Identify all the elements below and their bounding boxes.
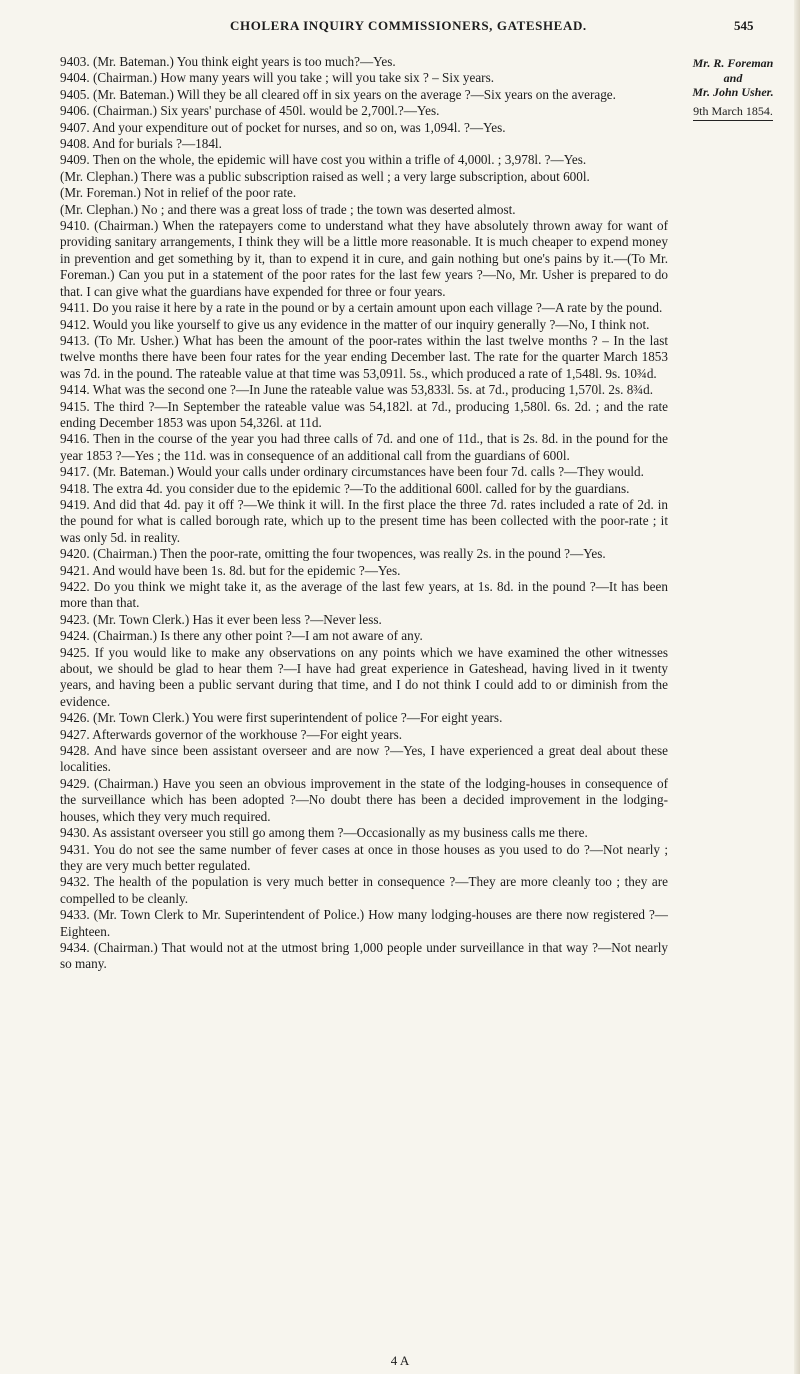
running-title: CHOLERA INQUIRY COMMISSIONERS, GATESHEAD. xyxy=(230,18,587,33)
testimony-paragraph: 9419. And did that 4d. pay it off ?—We think it will. In the first place the three 7d. rates included a rate of 2d. in the pound for what is called borough rate, which up to the present time has been collected with the poor-rate ; it was only 5d. in reality. xyxy=(60,496,668,545)
testimony-paragraph: 9416. Then in the course of the year you had three calls of 7d. and one of 11d., that is 2s. 8d. in the pound for the year 1853 ?—Yes ; the 11d. was in consequence of an additional call from the guardians of 600l. xyxy=(60,431,668,463)
margin-date: 9th March 1854. xyxy=(693,104,773,122)
testimony-paragraph: 9404. (Chairman.) How many years will you take ; will you take six ? – Six years. xyxy=(60,70,495,86)
testimony-paragraph: 9403. (Mr. Bateman.) You think eight years is too much?—Yes. xyxy=(60,54,396,69)
testimony-paragraph: 9434. (Chairman.) That would not at the utmost bring 1,000 people under surveillance in that way ?—Not nearly so many. xyxy=(60,939,668,972)
margin-witness-2: Mr. John Usher. xyxy=(692,85,774,99)
testimony-paragraph: 9433. (Mr. Town Clerk to Mr. Superintendent of Police.) How many lodging-houses are there now registered ?—Eighteen. xyxy=(60,907,668,939)
margin-note xyxy=(670,56,796,121)
testimony-paragraph: 9427. Afterwards governor of the workhouse ?—For eight years. xyxy=(60,726,403,742)
testimony-paragraph: (Mr. Clephan.) There was a public subscription raised as well ; a very large subscription, about 600l. xyxy=(60,168,590,184)
testimony-paragraph: 9428. And have since been assistant overseer and are now ?—Yes, I have experienced a great deal about these localities. xyxy=(60,743,668,775)
page-edge xyxy=(794,0,800,1374)
testimony-paragraph: 9424. (Chairman.) Is there any other point ?—I am not aware of any. xyxy=(60,628,423,644)
page-number: 545 xyxy=(734,18,754,33)
testimony-paragraph: 9412. Would you like yourself to give us any evidence in the matter of our inquiry generally ?—No, I think not. xyxy=(60,316,650,332)
testimony-paragraph: 9418. The extra 4d. you consider due to the epidemic ?—To the additional 600l. called for by the guardians. xyxy=(60,480,630,496)
testimony-paragraph: 9422. Do you think we might take it, as the average of the last few years, at 1s. 8d. in the pound ?—It has been more than that. xyxy=(60,579,668,611)
testimony-paragraph: 9409. Then on the whole, the epidemic will have cost you within a trifle of 4,000l. ; 3,978l. ?—Yes. xyxy=(60,152,587,168)
signature-mark: 4 A xyxy=(390,1353,410,1368)
page-header xyxy=(0,18,800,38)
testimony-paragraph: 9417. (Mr. Bateman.) Would your calls under ordinary circumstances have been four 7d. calls ?—They would. xyxy=(60,464,644,480)
testimony-paragraph: (Mr. Foreman.) Not in relief of the poor rate. xyxy=(60,185,297,201)
testimony-paragraph: 9407. And your expenditure out of pocket for nurses, and so on, was 1,094l. ?—Yes. xyxy=(60,119,506,135)
testimony-paragraph: 9420. (Chairman.) Then the poor-rate, omitting the four twopences, was really 2s. in the pound ?—Yes. xyxy=(60,546,606,562)
testimony-paragraph: 9414. What was the second one ?—In June the rateable value was 53,833l. 5s. at 7d., producing 1,570l. 2s. 8¾d. xyxy=(60,382,654,398)
testimony-paragraph: 9415. The third ?—In September the rateable value was 54,182l. at 7d., producing 1,580l. 6s. 2d. ; and the rate ending December 1853 was upon 54,326l. at 11d. xyxy=(60,398,668,430)
testimony-paragraph: 9425. If you would like to make any observations on any points which we have examined the other witnesses about, we should be glad to hear them ?—I have had great experience in Gateshead, having lived in it twenty years, and having been a public servant during that time, and I do not think I could add to or diminish from the evidence. xyxy=(60,644,668,709)
margin-witness-1: Mr. R. Foreman xyxy=(692,56,774,70)
margin-and: and xyxy=(723,70,743,85)
testimony-paragraph: 9408. And for burials ?—184l. xyxy=(60,136,222,152)
testimony-paragraph: 9426. (Mr. Town Clerk.) You were first superintendent of police ?—For eight years. xyxy=(60,710,503,726)
testimony-paragraph: 9430. As assistant overseer you still go among them ?—Occasionally as my business calls me there. xyxy=(60,825,588,841)
testimony-paragraph: 9410. (Chairman.) When the ratepayers come to understand what they have absolutely thrown away for want of providing sanitary arrangements, I think they will be a little more reasonable. It is much cheaper to expend money in prevention and get something by it, than to expend it in cure, and gain nothing but one's pains by it.—(To Mr. Foreman.) Can you put in a statement of the poor rates for the last few years ?—No, Mr. Usher is prepared to do that. I can give what the guardians have expended for three or four years. xyxy=(60,218,668,299)
testimony-paragraph: 9405. (Mr. Bateman.) Will they be all cleared off in six years on the average ?—Six years on the average. xyxy=(60,86,616,102)
testimony-paragraph: 9432. The health of the population is very much better in consequence ?—They are more cleanly too ; they are compelled to be cleanly. xyxy=(60,874,668,906)
testimony-paragraph: 9429. (Chairman.) Have you seen an obvious improvement in the state of the lodging-houses in consequence of the surveillance which has been adopted ?—No doubt there has been a decided improvement in the lodging-houses, which they very much required. xyxy=(60,775,668,824)
testimony-paragraph: (Mr. Clephan.) No ; and there was a great loss of trade ; the town was deserted almost. xyxy=(60,201,516,217)
testimony-paragraph: 9431. You do not see the same number of fever cases at once in those houses as you used to do ?—Not nearly ; they are very much better regulated. xyxy=(60,841,668,873)
testimony-paragraph: 9411. Do you raise it here by a rate in the pound or by a certain amount upon each village ?—A rate by the pound. xyxy=(60,300,663,316)
testimony-paragraph: 9421. And would have been 1s. 8d. but for the epidemic ?—Yes. xyxy=(60,562,401,578)
testimony-paragraph: 9423. (Mr. Town Clerk.) Has it ever been less ?—Never less. xyxy=(60,611,382,627)
testimony-body xyxy=(60,54,668,973)
testimony-paragraph: 9406. (Chairman.) Six years' purchase of 450l. would be 2,700l.?—Yes. xyxy=(60,103,440,119)
testimony-paragraph: 9413. (To Mr. Usher.) What has been the amount of the poor-rates within the last twelve months ? – In the last twelve months there have been four rates for the year ending December last. The rate for the quarter March 1853 was 7d. in the pound. The rateable value at that time was 53,091l. 5s., which produced a rate of 1,548l. 9s. 10¾d. xyxy=(60,332,668,381)
